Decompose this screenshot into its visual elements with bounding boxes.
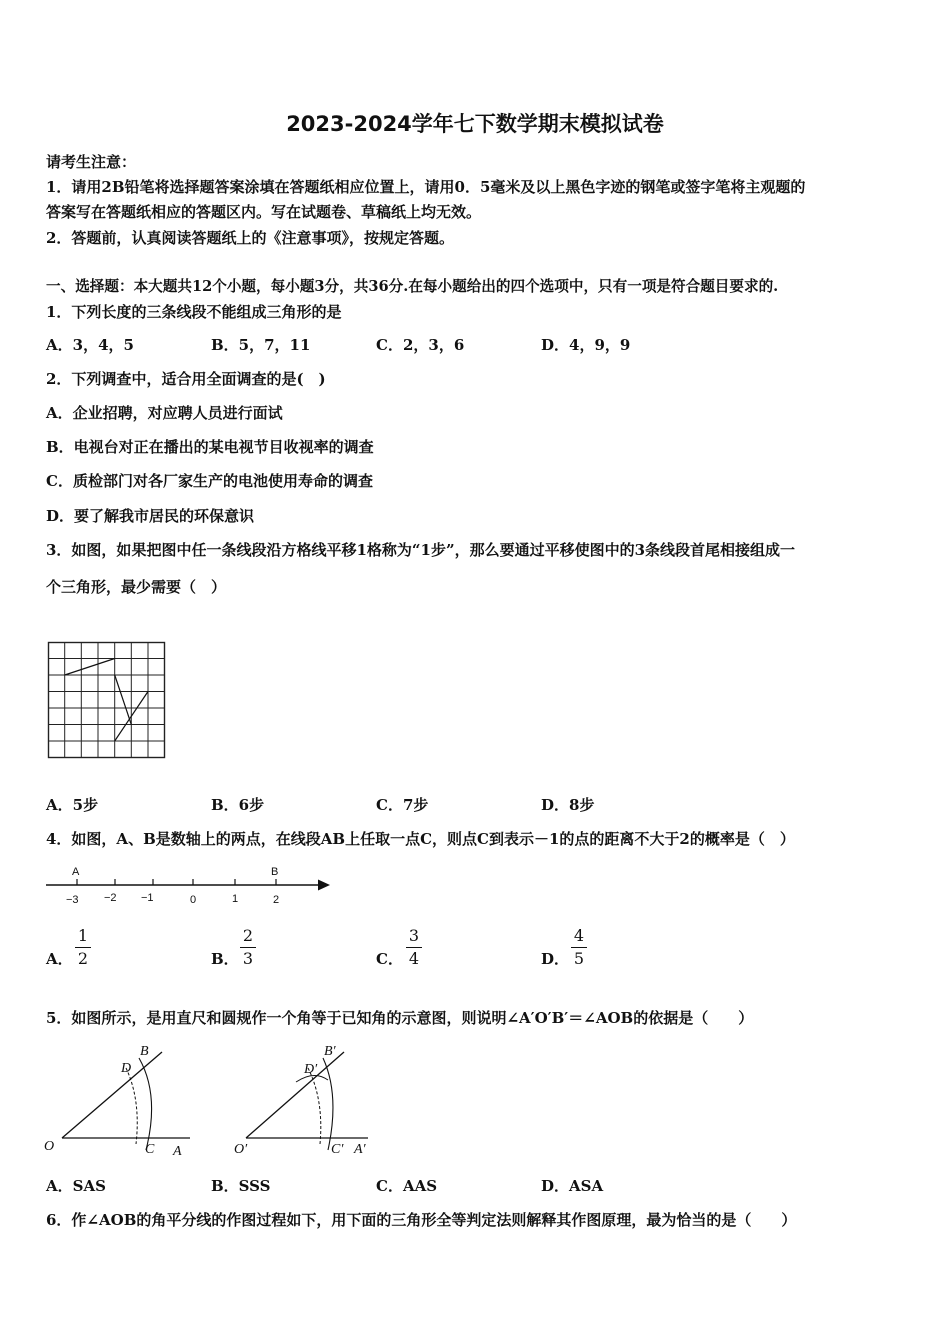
fraction-denominator: 3 xyxy=(242,949,254,968)
fraction-numerator: 2 xyxy=(242,926,254,945)
fig2-label-d: D′ xyxy=(304,1062,318,1077)
fig1-label-o: O xyxy=(44,1139,55,1154)
q2-option-b: B．电视台对正在播出的某电视节目收视率的调查 xyxy=(46,438,374,456)
fraction-numerator: 4 xyxy=(573,926,585,945)
section-heading: 一、选择题：本大题共12个小题，每小题3分，共36分.在每小题给出的四个选项中，只有一项是符合题目要求的. xyxy=(46,278,779,295)
q5-option-a: A．SAS xyxy=(46,1177,106,1195)
fig2-label-c: C′ xyxy=(331,1142,344,1157)
q3-option-c: C．7步 xyxy=(376,796,429,814)
q1-option-d: D．4，9，9 xyxy=(541,336,631,354)
grid-border xyxy=(49,643,165,758)
q5-option-b: B．SSS xyxy=(211,1177,271,1195)
fraction-denominator: 4 xyxy=(408,949,420,968)
fig1-label-a: A xyxy=(173,1144,182,1159)
fig1-label-b: B xyxy=(140,1044,149,1059)
q4-number-line xyxy=(44,862,334,908)
fraction-denominator: 2 xyxy=(77,949,89,968)
q4-option-a-fraction xyxy=(73,926,93,969)
q3-option-d: D．8步 xyxy=(541,796,595,814)
notice-line-1: 1．请用2B铅笔将选择题答案涂填在答题纸相应位置上，请用0．5毫米及以上黑色字迹的钢笔或签字笔将主观题的 xyxy=(46,178,806,196)
notice-line-3: 2．答题前，认真阅读答题纸上的《注意事项》，按规定答题。 xyxy=(46,229,454,247)
axis-tick-label: 1 xyxy=(232,893,239,905)
axis-tick-label: −2 xyxy=(104,892,117,904)
q5-option-c: C．AAS xyxy=(376,1177,438,1195)
axis-label-a: A xyxy=(72,866,80,878)
notice-line-2: 答案写在答题纸相应的答题区内。写在试题卷、草稿纸上均无效。 xyxy=(46,203,482,221)
q5-figure-original-angle xyxy=(42,1040,202,1162)
q3-stem-line-1: 3．如图，如果把图中任一条线段沿方格线平移1格称为“1步”，那么要通过平移使图中的3条线段首尾相接组成一 xyxy=(46,541,796,559)
q3-option-b: B．6步 xyxy=(211,796,265,814)
q1-option-c: C．2，3，6 xyxy=(376,336,465,354)
q2-option-a: A．企业招聘，对应聘人员进行面试 xyxy=(46,404,283,422)
q3-stem-line-2: 个三角形，最少需要（ ） xyxy=(46,578,227,596)
fig2-label-o: O′ xyxy=(234,1142,248,1157)
q6-stem: 6．作∠AOB的角平分线的作图过程如下，用下面的三角形全等判定法则解释其作图原理，最为恰当的是（ ） xyxy=(46,1211,797,1229)
q1-stem: 1．下列长度的三条线段不能组成三角形的是 xyxy=(46,303,342,321)
q4-option-c-fraction xyxy=(404,926,424,969)
axis-tick-label: −1 xyxy=(141,892,154,904)
axis-label-b: B xyxy=(271,866,279,878)
fraction-numerator: 1 xyxy=(77,926,89,945)
q3-grid-figure xyxy=(48,642,166,759)
q2-option-d: D．要了解我市居民的环保意识 xyxy=(46,507,255,525)
q4-option-b-letter: B． xyxy=(211,950,239,968)
q4-option-c-letter: C． xyxy=(376,950,403,968)
axis-tick-label: 0 xyxy=(190,894,197,906)
fig2-label-a: A′ xyxy=(354,1142,366,1157)
segment-2 xyxy=(115,675,132,725)
notice-heading: 请考生注意： xyxy=(46,153,137,171)
fig1-label-d: D xyxy=(121,1061,132,1076)
segment-1 xyxy=(65,659,115,676)
page-title: 2023-2024学年七下数学期末模拟试卷 xyxy=(286,112,664,136)
axis-tick-label: 2 xyxy=(273,894,280,906)
fig2-label-b: B′ xyxy=(324,1044,336,1059)
q4-option-a-letter: A． xyxy=(46,950,73,968)
fraction-numerator: 3 xyxy=(408,926,420,945)
arrow-right-icon xyxy=(318,880,330,891)
q1-option-b: B．5，7，11 xyxy=(211,336,311,354)
q5-stem: 5．如图所示，是用直尺和圆规作一个角等于已知角的示意图，则说明∠A′O′B′＝∠AOB的依据是（ ） xyxy=(46,1009,754,1027)
q4-option-d-fraction xyxy=(569,926,589,969)
q4-option-b-fraction xyxy=(238,926,258,969)
fig1-label-c: C xyxy=(145,1142,155,1157)
q4-option-d-letter: D． xyxy=(541,950,570,968)
q5-figure-copied-angle xyxy=(228,1040,388,1162)
q2-option-c: C．质检部门对各厂家生产的电池使用寿命的调查 xyxy=(46,472,373,490)
fraction-denominator: 5 xyxy=(573,949,585,968)
q2-stem: 2．下列调查中，适合用全面调查的是( ) xyxy=(46,370,326,388)
q5-option-d: D．ASA xyxy=(541,1177,604,1195)
axis-tick-label: −3 xyxy=(66,894,79,906)
q4-stem: 4．如图，A、B是数轴上的两点，在线段AB上任取一点C，则点C到表示－1的点的距离不大于2的概率是（ ） xyxy=(46,830,795,848)
q3-option-a: A．5步 xyxy=(46,796,99,814)
q1-option-a: A．3，4，5 xyxy=(46,336,134,354)
